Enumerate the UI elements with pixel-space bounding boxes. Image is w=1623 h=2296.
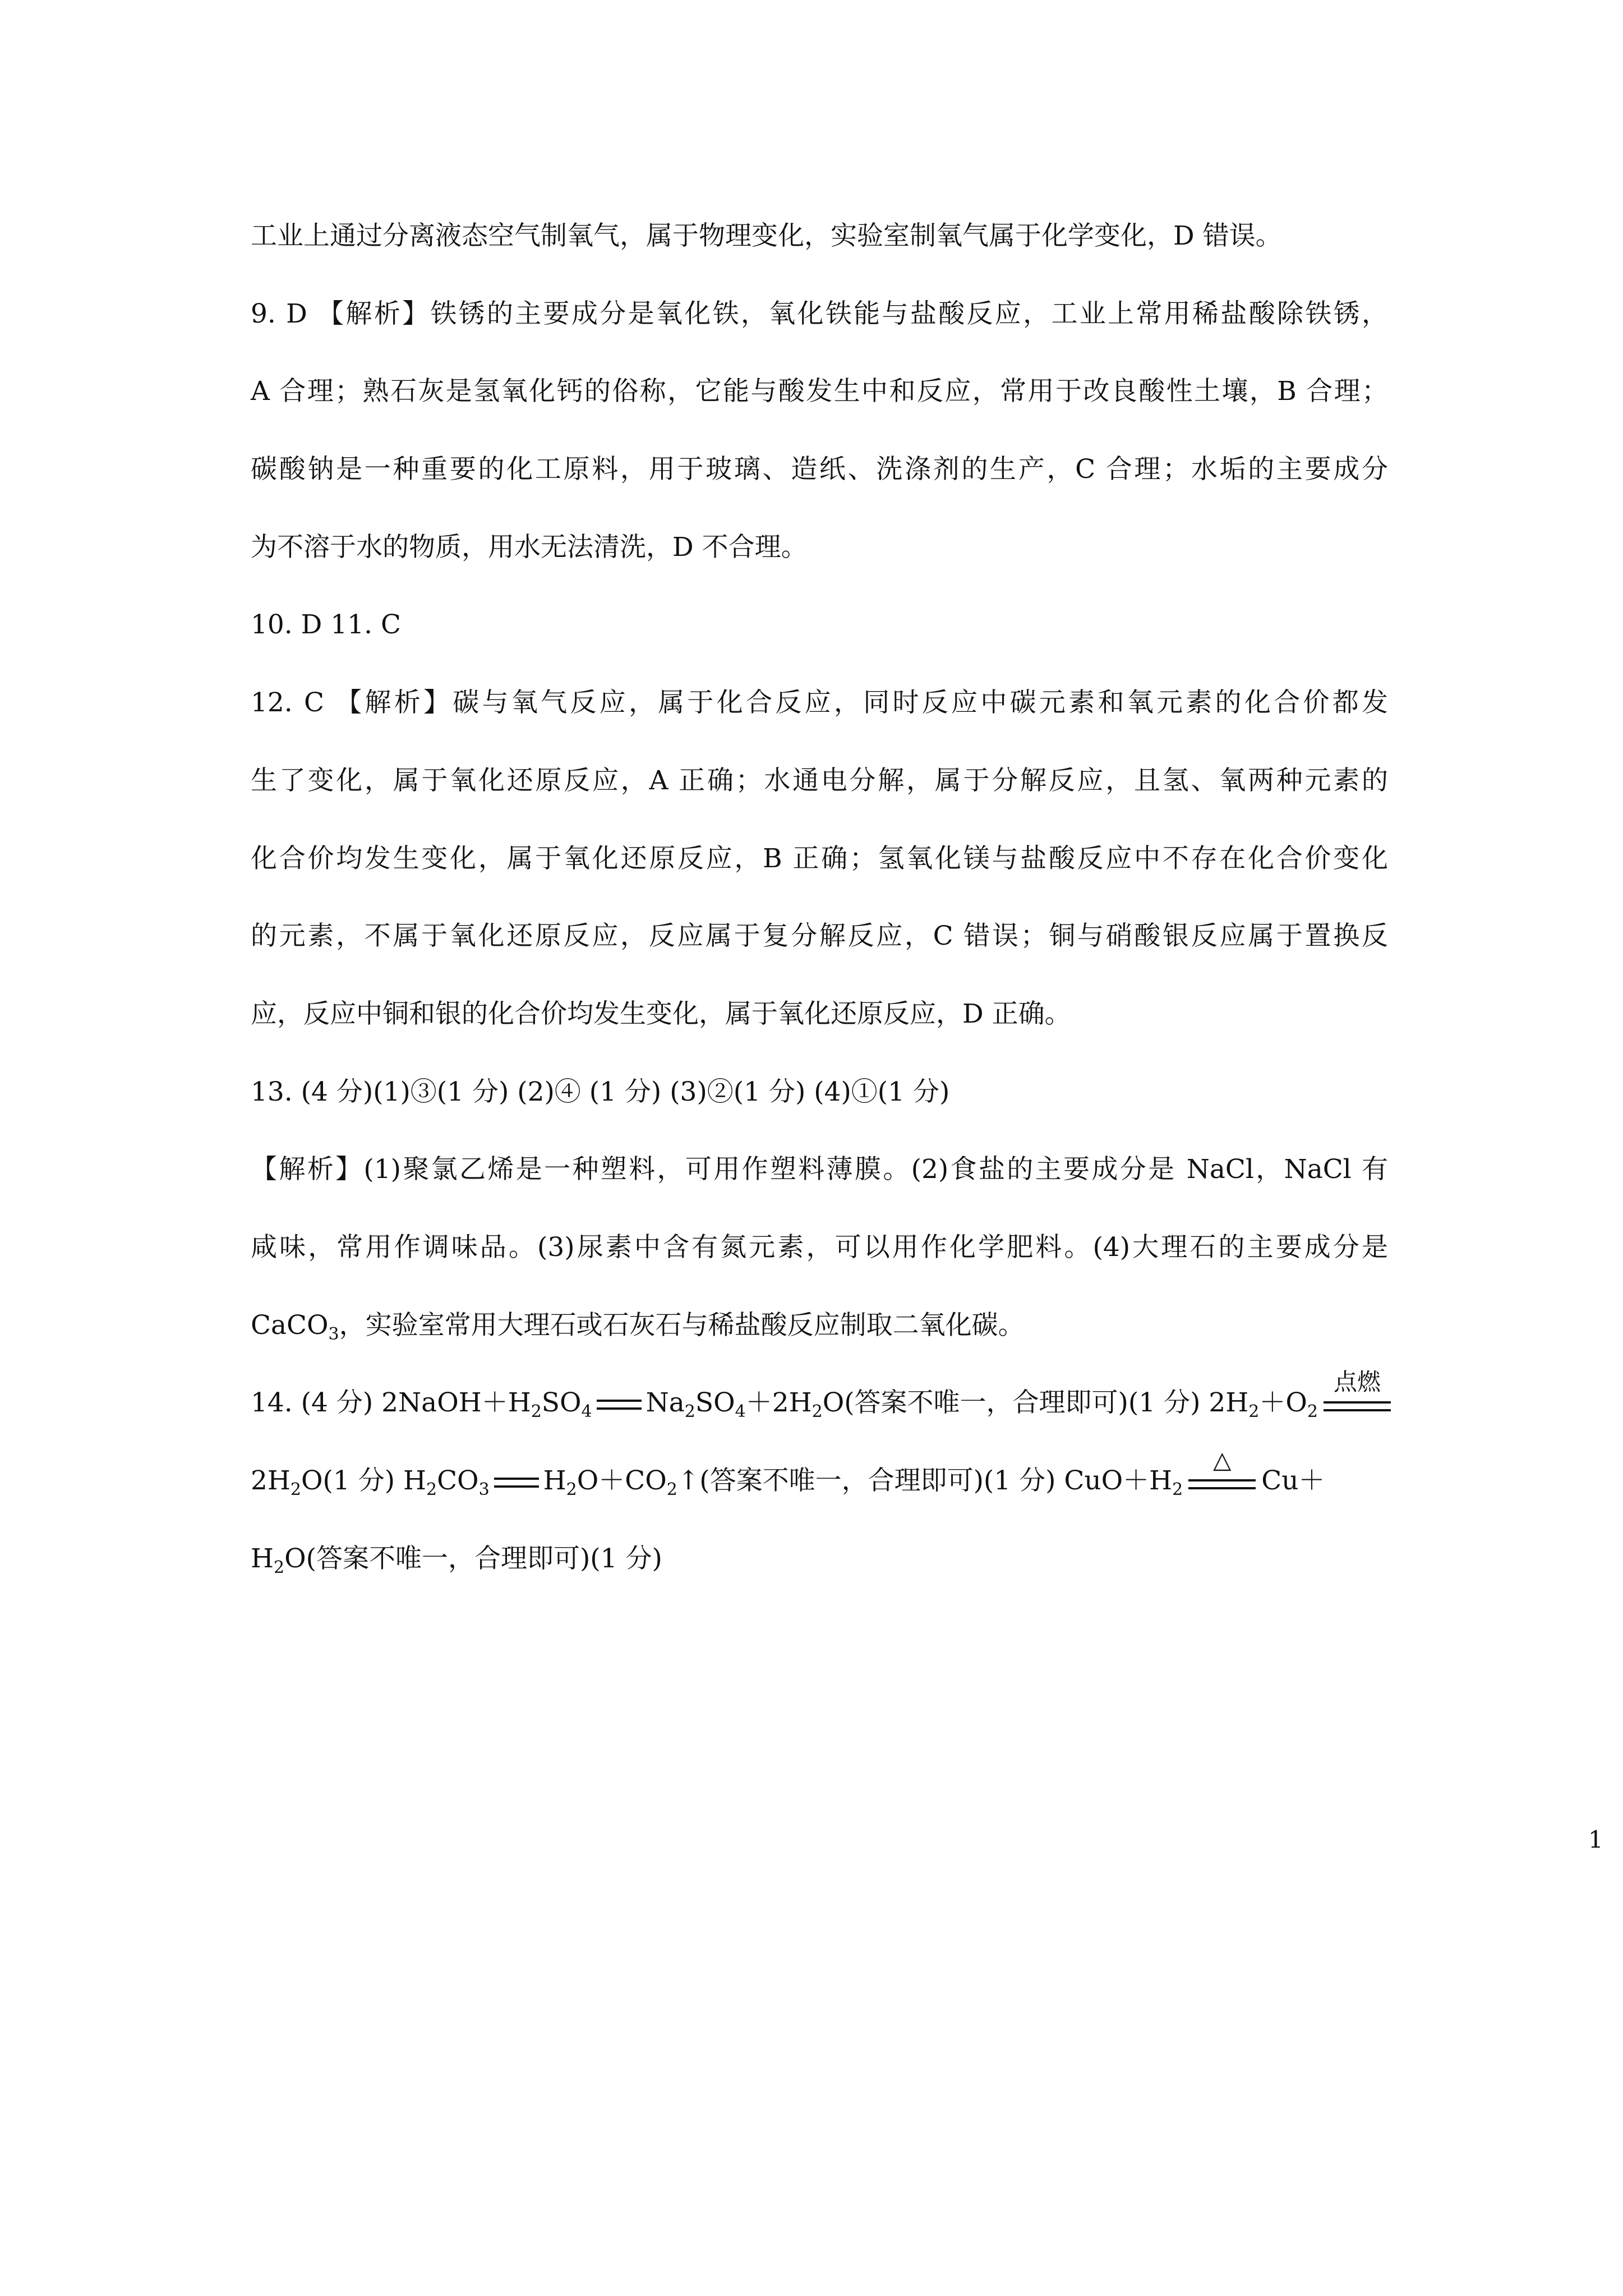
text-segment: 13. (4 分)(1)③(1 分) (2)④ (1 分) (3)②(1 分) (4)①(1 分) [251, 1076, 950, 1107]
text-segment: O(1 分) H [301, 1465, 426, 1496]
text-segment: 工业上通过分离液态空气制氧气，属于物理变化，实验室制氧气属于化学变化，D 错误。 [251, 220, 1282, 251]
text-line [251, 1287, 1388, 1365]
text-line [251, 431, 1388, 509]
text-line [251, 976, 1388, 1053]
text-segment: O＋CO [577, 1465, 667, 1496]
text-segment: Na [645, 1387, 685, 1419]
subscript: 2 [1248, 1402, 1260, 1422]
text-segment: 14. (4 分) 2NaOH＋H [251, 1387, 531, 1419]
text-segment: 9. D 【解析】铁锈的主要成分是氧化铁，氧化铁能与盐酸反应，工业上常用稀盐酸除铁锈， [251, 298, 1388, 329]
subscript: 2 [684, 1402, 695, 1422]
text-segment: 应，反应中铜和银的化合价均发生变化，属于氧化还原反应，D 正确。 [251, 998, 1071, 1029]
text-segment: 2H [251, 1465, 291, 1496]
text-line [251, 353, 1388, 431]
subscript: 2 [274, 1557, 285, 1577]
text-segment: O(答案不唯一，合理即可)(1 分) [284, 1543, 662, 1574]
subscript: 3 [328, 1324, 339, 1344]
text-segment: 的元素，不属于氧化还原反应，反应属于复分解反应，C 错误；铜与硝酸银反应属于置换反 [251, 921, 1388, 952]
text-segment: SO [695, 1387, 735, 1419]
text-line [251, 1364, 1388, 1442]
text-segment: ＋2H [745, 1387, 812, 1419]
subscript: 2 [1307, 1402, 1318, 1422]
text-segment: SO [541, 1387, 582, 1419]
subscript: 2 [811, 1402, 823, 1422]
text-line [251, 197, 1388, 275]
subscript: 4 [581, 1402, 592, 1422]
subscript: 2 [426, 1480, 437, 1499]
text-segment: A 合理；熟石灰是氢氧化钙的俗称，它能与酸发生中和反应，常用于改良酸性土壤，B 合理； [251, 376, 1388, 407]
double-equals-sign [494, 1478, 539, 1488]
text-segment: 为不溶于水的物质，用水无法清洗，D 不合理。 [251, 531, 808, 563]
text-line [251, 1131, 1388, 1209]
text-segment: 【解析】(1)聚氯乙烯是一种塑料，可用作塑料薄膜。(2)食盐的主要成分是 NaCl，NaCl 有 [251, 1154, 1388, 1185]
text-segment: ↑(答案不唯一，合理即可)(1 分) CuO＋H [677, 1465, 1173, 1496]
double-equals-sign [1324, 1401, 1391, 1411]
double-equals-sign [1188, 1479, 1256, 1489]
page-number: 1 [1588, 1826, 1603, 1853]
text-segment: 生了变化，属于氧化还原反应，A 正确；水通电分解，属于分解反应，且氢、氧两种元素的 [251, 765, 1388, 796]
text-line [251, 742, 1388, 820]
text-segment: H [543, 1465, 566, 1496]
text-line [251, 1053, 1388, 1131]
text-segment: ，实验室常用大理石或石灰石与稀盐酸反应制取二氧化碳。 [339, 1309, 1025, 1341]
text-line [251, 1442, 1388, 1520]
reaction-condition-sign [1188, 1446, 1256, 1494]
subscript: 2 [566, 1480, 577, 1499]
subscript: 3 [478, 1480, 490, 1499]
text-line [251, 1520, 1388, 1598]
text-segment: H [251, 1543, 274, 1574]
text-segment: CaCO [251, 1309, 329, 1341]
reaction-condition-label: △ [1213, 1446, 1232, 1474]
text-segment: 化合价均发生变化，属于氧化还原反应，B 正确；氢氧化镁与盐酸反应中不存在化合价变化 [251, 843, 1388, 874]
text-segment: ＋O [1259, 1387, 1307, 1419]
text-segment: Cu＋ [1261, 1465, 1325, 1496]
double-equals-sign [597, 1400, 642, 1410]
answer-document [251, 197, 1388, 1598]
subscript: 4 [735, 1402, 746, 1422]
text-segment: 10. D 11. C [251, 609, 401, 641]
text-line [251, 509, 1388, 587]
text-segment: 12. C 【解析】碳与氧气反应，属于化合反应，同时反应中碳元素和氧元素的化合价都发 [251, 687, 1388, 719]
text-line [251, 664, 1388, 742]
text-segment: O(答案不唯一，合理即可)(1 分) 2H [822, 1387, 1249, 1419]
text-line [251, 1209, 1388, 1287]
text-line [251, 820, 1388, 898]
text-line [251, 898, 1388, 976]
text-segment: 碳酸钠是一种重要的化工原料，用于玻璃、造纸、洗涤剂的生产，C 合理；水垢的主要成分 [251, 454, 1388, 485]
subscript: 2 [290, 1480, 301, 1499]
text-line [251, 275, 1388, 353]
text-segment: CO [437, 1465, 479, 1496]
text-segment: 咸味，常用作调味品。(3)尿素中含有氮元素，可以用作化学肥料。(4)大理石的主要成分是 [251, 1231, 1388, 1263]
subscript: 2 [666, 1480, 677, 1499]
text-line [251, 586, 1388, 664]
reaction-condition-sign [1324, 1368, 1391, 1416]
subscript: 2 [1172, 1480, 1183, 1499]
subscript: 2 [531, 1402, 542, 1422]
reaction-condition-label: 点燃 [1333, 1368, 1381, 1396]
